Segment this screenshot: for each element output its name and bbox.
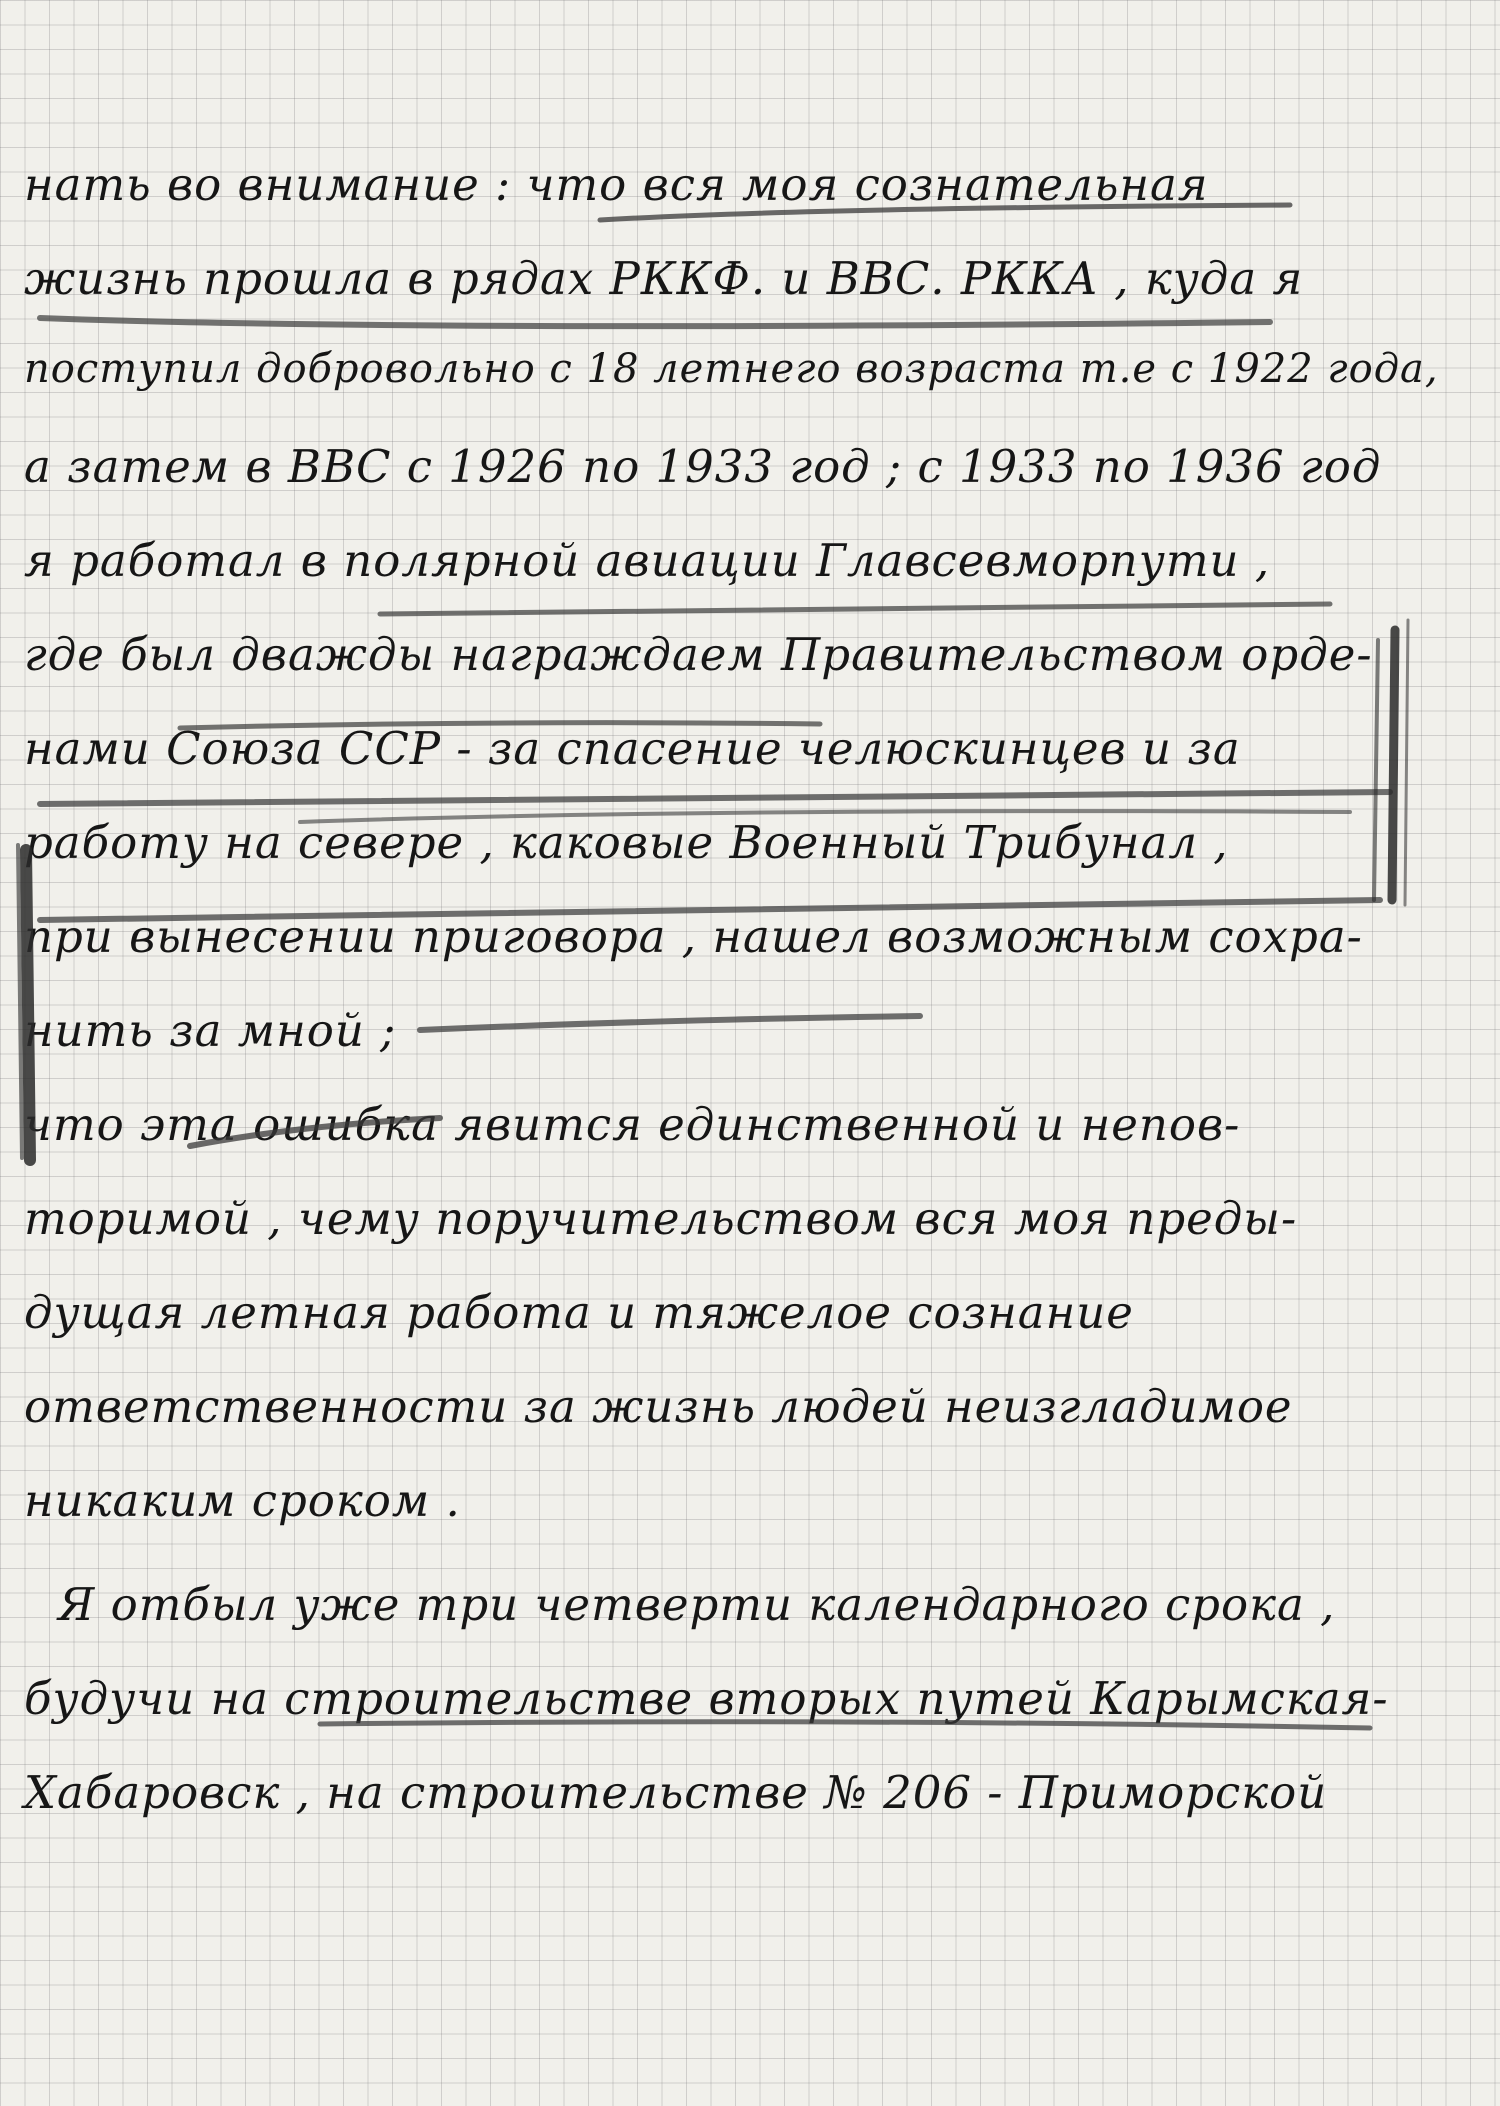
pencil-margin-bar: [1374, 640, 1378, 900]
text-line: торимой , чему поручительством вся моя преды-: [24, 1192, 1298, 1245]
pencil-underline: [190, 1118, 440, 1146]
pencil-underline: [40, 792, 1390, 804]
text-line: а затем в ВВС с 1926 по 1933 год ; с 1933 по 1936 год: [24, 440, 1382, 493]
text-line: будучи на строительстве вторых путей Карымская-: [24, 1672, 1389, 1725]
text-line: нить за мной ;: [24, 1004, 397, 1057]
text-line: поступил добровольно с 18 летнего возраста т.е с 1922 года,: [24, 346, 1439, 392]
pencil-margin-bar: [1405, 620, 1408, 905]
text-line: Хабаровск , на строительстве № 206 - Приморской: [24, 1766, 1328, 1819]
text-line: Я отбыл уже три четверти календарного срока ,: [58, 1578, 1336, 1631]
text-line: я работал в полярной авиации Главсевморпути ,: [24, 534, 1271, 587]
pencil-margin-bar: [26, 850, 30, 1160]
text-line: никаким сроком .: [24, 1474, 461, 1527]
text-line: где был дважды награждаем Правительством орде-: [24, 628, 1373, 681]
text-line: ответственности за жизнь людей неизгладимое: [24, 1380, 1293, 1433]
text-line: нами Союза ССР - за спасение челюскинцев и за: [24, 722, 1241, 775]
pencil-underline: [380, 604, 1330, 614]
pencil-underline: [600, 205, 1290, 220]
pencil-underline: [40, 318, 1270, 326]
pencil-underline: [40, 900, 1380, 920]
text-line: нать во внимание : что вся моя сознательная: [24, 158, 1209, 211]
pencil-margin-bar: [1392, 630, 1395, 900]
text-line: при вынесении приговора , нашел возможным сохра-: [24, 910, 1363, 963]
pencil-underline: [180, 723, 820, 728]
text-line: работу на севере , каковые Военный Трибунал ,: [24, 816, 1229, 869]
text-line: дущая летная работа и тяжелое сознание: [24, 1286, 1134, 1339]
pencil-underline: [420, 1016, 920, 1030]
text-line: жизнь прошла в рядах РККФ. и ВВС. РККА , куда я: [24, 252, 1304, 305]
pencil-underline: [320, 1722, 1370, 1728]
text-line: что эта ошибка явится единственной и непов-: [24, 1098, 1241, 1151]
pencil-underline: [300, 811, 1350, 822]
